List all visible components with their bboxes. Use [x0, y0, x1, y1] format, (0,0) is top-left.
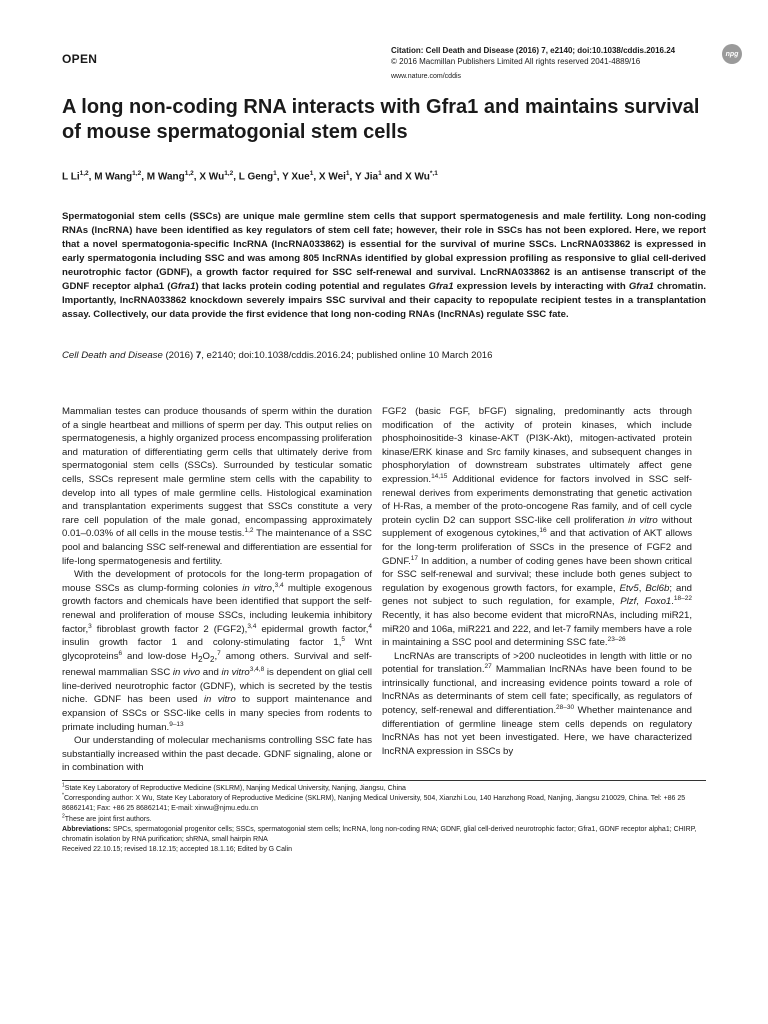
citation-block	[391, 45, 721, 67]
footnote-divider	[62, 780, 706, 781]
author-affiliation-marker: 1,2	[79, 170, 89, 177]
footnotes	[62, 784, 706, 855]
abbreviations-label: Abbreviations:	[62, 825, 112, 833]
corresponding-author: *Corresponding author: X Wu, State Key Laboratory of Reproductive Medicine (SKLRM), Nanjing Medical University, 504, Xianzhi Lou, 140 Hanzhong Road, Nanjing, Jiangsu 210029, China. Tel: +86 25 86862141; Fax: +86 25 86862141; E-mail: xinwu@njmu.edu.cn	[62, 792, 686, 813]
author-affiliation-marker: 1,2	[224, 170, 234, 177]
author-name: X Wu	[199, 171, 225, 183]
corresponding-author-text: Corresponding author: X Wu, State Key Laboratory of Reproductive Medicine (SKLRM), Nanjing Medical University, 504, Xianzhi Lou, 140 Hanzhong Road, Nanjing, Jiangsu 210029, China. Tel: +86 25 86862141; Fax: +86 25 86862141; E-mail: xinwu@njmu.edu.cn	[62, 795, 686, 813]
npg-logo-text: npg	[725, 50, 739, 58]
body-paragraph: LncRNAs are transcripts of >200 nucleotides in length with little or no potential for translation.$^{27}$ Mammalian lncRNAs have been found to be intrinsically functional, and increasing evidence points toward a role of lncRNAs as determinants of stem cell fate; specifically, as regulators of potency, self-renewal and differentiation.$^{28-30}$ Whether maintenance and differentiation of germline lineage stem cells depends on regulatory lncRNAs has not yet been investigated. Here, we have characterized lncRNA expression in SSCs by	[382, 650, 692, 757]
author-name: X Wei	[318, 171, 346, 183]
abstract: Spermatogonial stem cells (SSCs) are unique male germline stem cells that support spermatogenesis and male fertility. Long non-coding RNAs (lncRNA) have been identified as key regulators of stem cell fate; however, their role in SSCs has not been explored. Here, we report that a novel spermatogonia-specific lncRNA (lncRNA033862) is essential for the survival of murine SSCs. LncRNA033862 is expressed in early spermatogonia including SSC and was among 805 lncRNAs identified by global expression profiling as responsive to glial cell-derived neurotrophic factor (GDNF), a growth factor required for SSC self-renewal and survival. LncRNA033862 is an antisense transcript of the GDNF receptor alpha1 (Gfra1) that lacks protein coding potential and regulates Gfra1 expression levels by interacting with Gfra1 chromatin. Importantly, lncRNA033862 knockdown severely impairs SSC survival and their capacity to repopulate recipient testes in a transplantation assay. Collectively, our data provide the first evidence that long non-coding RNAs (lncRNAs) regulate SSC fate.	[62, 211, 707, 320]
joint-first-authors-note: $^2$These are joint first authors.	[62, 813, 152, 823]
body-paragraph: With the development of protocols for the long-term propagation of mouse SSCs as clump-forming colonies in vitro,$^{3,4}$ multiple exogenous growth factors and chemicals have been identified that support the self-renewal and proliferation of mouse SSCs, including leukemia inhibitory factor,$^3$ fibroblast growth factor 2 (FGF2),$^{3,4}$ epidermal growth factor,$^4$ insulin growth factor 1 and colony-stimulating factor 1,$^5$ Wnt glycoproteins$^6$ and low-dose $H_2O_2,^7$ among others. Survival and self-renewal mammalian SSC in vivo and in vitro$^{3,4,8}$ is dependent on glial cell line-derived neurotrophic factor (GDNF), which is secreted by the testis niche. GDNF has been used in vitro to support maintenance and expansion of SSCs or SSC-like cells in many species from rodents to primate including human.$^{9-13}$	[62, 569, 373, 733]
abbreviations	[62, 825, 706, 845]
abstract-citation: Cell Death and Disease (2016) 7, e2140; doi:10.1038/cddis.2016.24; published online 10 March 2016	[62, 350, 493, 361]
author-name: Y Jia	[354, 171, 379, 183]
author-affiliation-marker: 1	[273, 170, 277, 177]
author-affiliation-marker: 1	[345, 170, 350, 177]
affiliation-1-text: State Key Laboratory of Reproductive Medicine (SKLRM), Nanjing Medical University, Nanjing, Jiangsu, China	[64, 785, 406, 792]
author-affiliation-marker: 1	[309, 170, 314, 177]
affiliation-1: $^1$State Key Laboratory of Reproductive Medicine (SKLRM), Nanjing Medical University, Nanjing, Jiangsu, China	[62, 782, 406, 792]
article-title: A long non-coding RNA interacts with Gfra1 and maintains survival of mouse spermatogonial stem cells	[62, 96, 700, 143]
citation-line: Citation: Cell Death and Disease (2016) 7, e2140; doi:10.1038/cddis.2016.24	[391, 46, 676, 55]
joint-first-authors-text: These are joint first authors.	[64, 815, 152, 823]
author-name: M Wang	[94, 171, 133, 183]
author-affiliation-marker: *,1	[429, 170, 438, 177]
author-affiliation-marker: 1	[378, 170, 382, 177]
body-paragraph: FGF2 (basic FGF, bFGF) signaling, predominantly acts through modification of the activity of protein kinases, which include phosphoinositide-3 kinase-AKT (PI3K-Akt), mitogen-activated protein kinase/ERK kinase and Src family kinases, and subsequent changes in phosphorylation of downstream substrates ultimately affect gene expression.$^{14,15}$ Additional evidence for factors involved in SSC self-renewal derives from experiments demonstrating that genetic activation of H-Ras, a member of the proto-oncogene Ras family, and of cell cycle protein cyclin D2 can support SSC-like cell proliferation in vitro without supplement of exogenous cytokines,$^{16}$ and that activation of AKT allows for the long-term proliferation of SSCs in the presence of FGF2 and GDNF.$^{17}$ In addition, a number of coding genes have been shown critical for SSC self-renewal and survival; these include both genes subject to regulation by exogenous growth factors, for example, Etv5, Bcl6b; and genes not subject to such regulation, for example, Plzf, Foxo1.$^{18-22}$ Recently, it has also become evident that microRNAs, including miR21, miR20 and 106a, miR221 and 222, and let-7 family members have a role in maintaining a SSC pool and determining SSC fate.$^{23-26}$	[382, 406, 692, 649]
author-list: L Li$^{1,2}$, M Wang$^{1,2}$, M Wang$^{1,2}$, X Wu$^{1,2}$, L Geng$^1$, Y Xue$^1$, X Wei$^1$, Y Jia$^1$ and X $Wu^{*,1}$	[62, 170, 438, 183]
journal-url-link[interactable]: www.nature.com/cddis	[391, 73, 462, 80]
author-affiliation-marker: 1,2	[132, 170, 142, 177]
npg-logo	[722, 44, 742, 64]
author-name: L Li	[62, 171, 80, 183]
author-name: Y Xue	[282, 171, 310, 183]
author-name: M Wang	[146, 171, 185, 183]
received-dates: Received 22.10.15; revised 18.12.15; accepted 18.1.16; Edited by G Calin	[62, 846, 292, 854]
body-column-right	[382, 405, 692, 758]
author-affiliation-marker: 1,2	[184, 170, 194, 177]
open-access-label: OPEN	[62, 52, 98, 66]
body-paragraph: Mammalian testes can produce thousands of sperm within the duration of a single heartbeat and millions of sperm per day. This output relies on spermatogenesis, a highly organized process encompassing proliferation and maturation of differentiating germ cells that ultimately derive from spermatogonial stem cells (SSCs). Surrounded by testicular somatic cells, SSCs represent male germline stem cells with the capability to develop into all types of male germline cells. Histological examination and transplantation experiments suggest that SSCs constitute a very rare cell population of the male gonad, encompassing approximately 0.01–0.03% of all cells in the mouse testis.$^{1,2}$ The maintenance of a SSC pool and balancing SSC self-renewal and differentiation are essential for life-long spermatogenesis and fertility.	[62, 406, 372, 567]
body-paragraph: Our understanding of molecular mechanisms controlling SSC fate has substantially increased within the past decade. GDNF signaling, alone or in combination with	[62, 735, 372, 774]
copyright-line: © 2016 Macmillan Publishers Limited All rights reserved 2041-4889/16	[391, 57, 641, 66]
author-name: X Wu	[405, 171, 430, 183]
body-column-left	[62, 405, 372, 775]
author-name: L Geng	[238, 171, 274, 183]
abbreviations-text: SPCs, spermatogonial progenitor cells; SSCs, spermatogonial stem cells; lncRNA, long non-coding RNA; GDNF, glial cell-derived neurotrophic factor; Gfra1, GDNF receptor alpha1; CHIRP, chromatin isolation by RNA purification; shRNA, small hairpin RNA	[62, 825, 697, 844]
